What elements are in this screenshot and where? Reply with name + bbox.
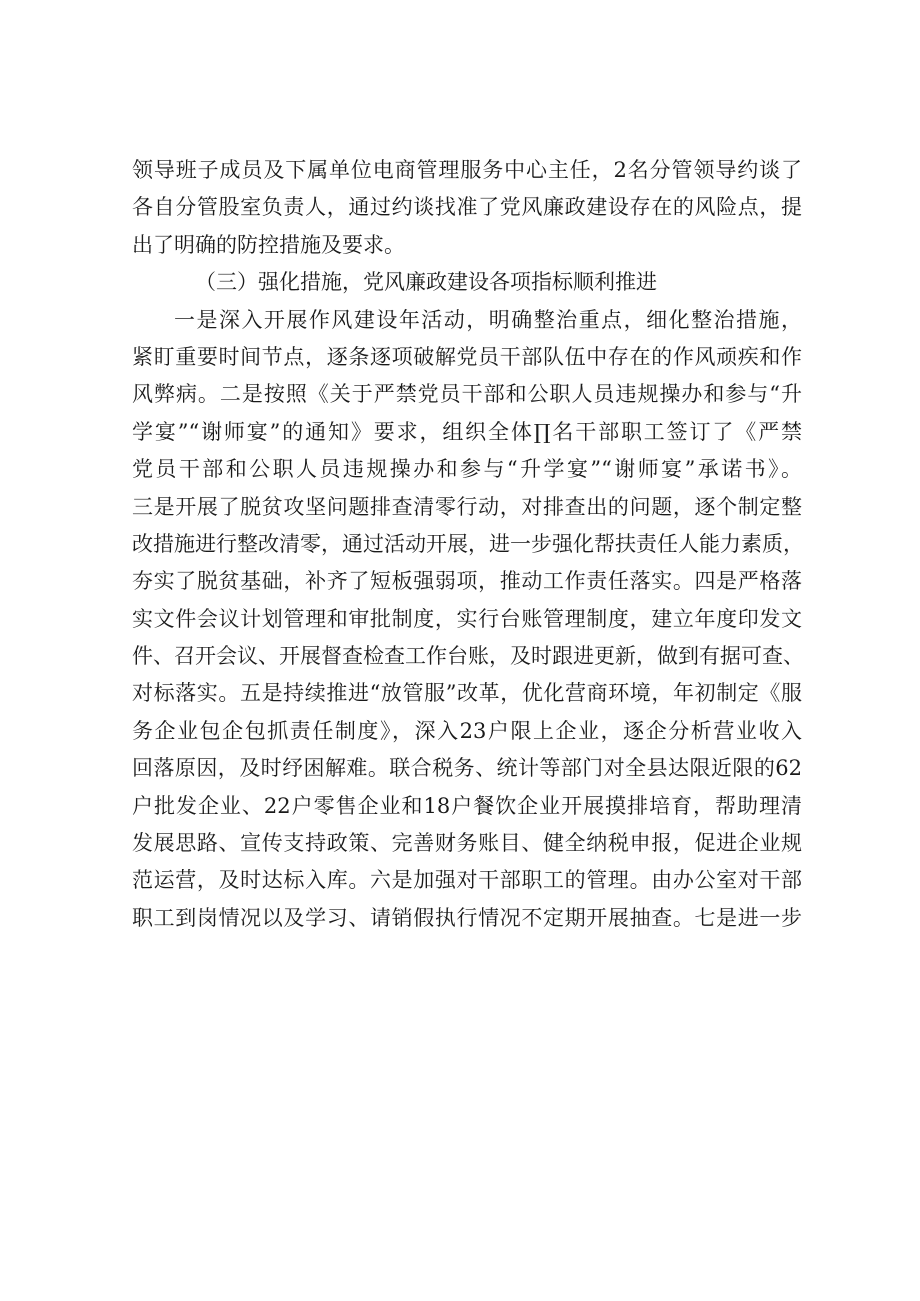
paragraph-line: 一是深入开展作风建设年活动，明确整治重点，细化整治措施，	[174, 307, 802, 332]
paragraph-line: 党员干部和公职人员违规操办和参与“升学宴”“谢师宴”承诺书》。	[132, 457, 802, 482]
paragraph-line: 夯实了脱贫基础，补齐了短板强弱项，推动工作责任落实。四是严格落	[132, 569, 802, 594]
paragraph-line: 改措施进行整改清零，通过活动开展，进一步强化帮扶责任人能力素质，	[132, 531, 804, 556]
document-body	[132, 152, 802, 937]
paragraph-line: 三是开展了脱贫攻坚问题排查清零行动，对排查出的问题，逐个制定整	[132, 494, 802, 519]
paragraph-line: 职工到岗情况以及学习、请销假执行情况不定期开展抽查。七是进一步	[132, 905, 802, 930]
paragraph-line: 范运营，及时达标入库。六是加强对干部职工的管理。由办公室对干部	[132, 868, 802, 893]
paragraph-line: 领导班子成员及下属单位电商管理服务中心主任，2名分管领导约谈了	[132, 158, 802, 182]
paragraph-line: 实文件会议计划管理和审批制度，实行台账管理制度，建立年度印发文	[132, 606, 802, 631]
paragraph-line: 各自分管股室负责人，通过约谈找准了党风廉政建设存在的风险点，提	[132, 195, 802, 220]
paragraph-line: 紧盯重要时间节点，逐条逐项破解党员干部队伍中存在的作风顽疾和作	[132, 344, 802, 369]
paragraph-line: 对标落实。五是持续推进“放管服”改革，优化营商环境，年初制定《服	[132, 681, 802, 706]
section-heading: （三）强化措施，党风廉政建设各项指标顺利推进	[195, 270, 657, 295]
paragraph-line: 风弊病。二是按照《关于严禁党员干部和公职人员违规操办和参与“升	[132, 382, 802, 407]
paragraph-line: 学宴”“谢师宴”的通知》要求，组织全体∏名干部职工签订了《严禁	[132, 419, 802, 444]
paragraph-line: 件、召开会议、开展督查检查工作台账，及时跟进更新，做到有据可查、	[132, 644, 804, 669]
paragraph-line: 发展思路、宣传支持政策、完善财务账目、健全纳税申报，促进企业规	[132, 831, 802, 856]
paragraph-line: 务企业包企包抓责任制度》，深入23户限上企业，逐企分析营业收入	[132, 718, 802, 743]
paragraph-line: 户批发企业、22户零售企业和18户餐饮企业开展摸排培育，帮助理清	[132, 793, 802, 818]
paragraph-line: 回落原因，及时纾困解难。联合税务、统计等部门对全县达限近限的62	[132, 756, 802, 781]
paragraph-line: 出了明确的防控措施及要求。	[132, 232, 405, 257]
